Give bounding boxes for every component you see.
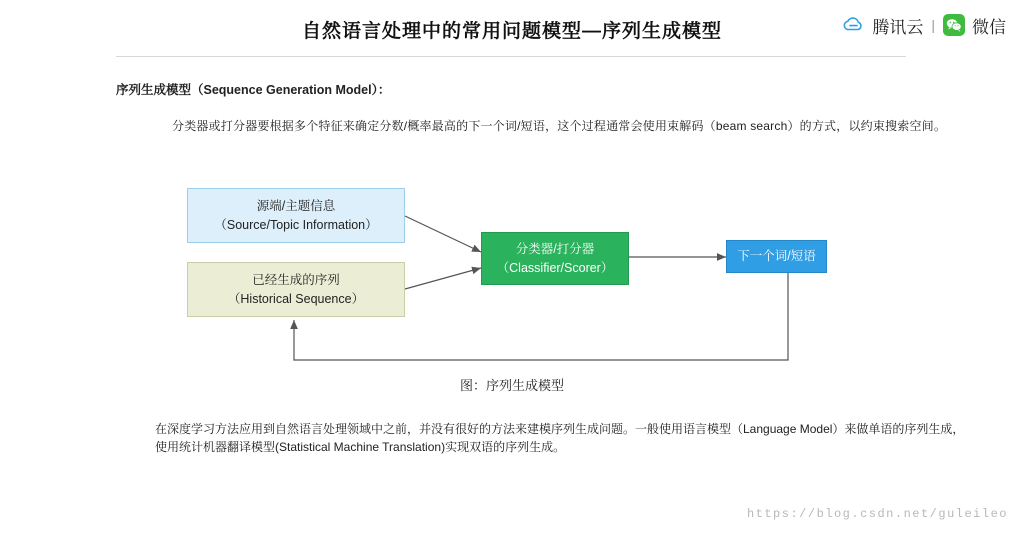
brand-qcloud-label: 腾讯云 [872,17,924,37]
section-subtitle: 序列生成模型（Sequence Generation Model）： [116,83,391,97]
node-historical-sequence [187,262,405,317]
node-history-line1: 已经生成的序列 [252,272,340,287]
brand-separator: | [931,17,935,33]
watermark: https://blog.csdn.net/guleileo [746,507,1008,521]
footer-line-2: 使用统计机器翻译模型(Statistical Machine Translation)实现双语的序列生成。 [155,440,566,454]
page-title: 自然语言处理中的常用问题模型—序列生成模型 [301,21,722,42]
node-source [187,188,405,243]
figure-caption: 图：序列生成模型 [459,378,564,393]
footer-line-1: 在深度学习方法应用到自然语言处理领域中之前，并没有很好的方法来建模序列生成问题。一般使用语言模型（Language Model）来做单语的序列生成， [155,422,965,436]
brand-wechat-label: 微信 [972,17,1006,37]
node-next-word [726,240,827,273]
node-classifier-scorer [481,232,629,285]
node-source-line1: 源端/主题信息 [256,198,336,213]
intro-paragraph: 分类器或打分器要根据多个特征来确定分数/概率最高的下一个词/短语，这个过程通常会使用束解码（beam search）的方式，以约束搜索空间。 [172,119,947,133]
node-history-line2: （Historical Sequence） [227,291,365,306]
node-classifier-line1: 分类器/打分器 [515,241,595,256]
node-source-line2: （Source/Topic Information） [214,217,378,232]
node-next-line1: 下一个词/短语 [737,249,816,263]
footer-paragraph [155,420,985,456]
node-classifier-line2: （Classifier/Scorer） [496,260,614,275]
